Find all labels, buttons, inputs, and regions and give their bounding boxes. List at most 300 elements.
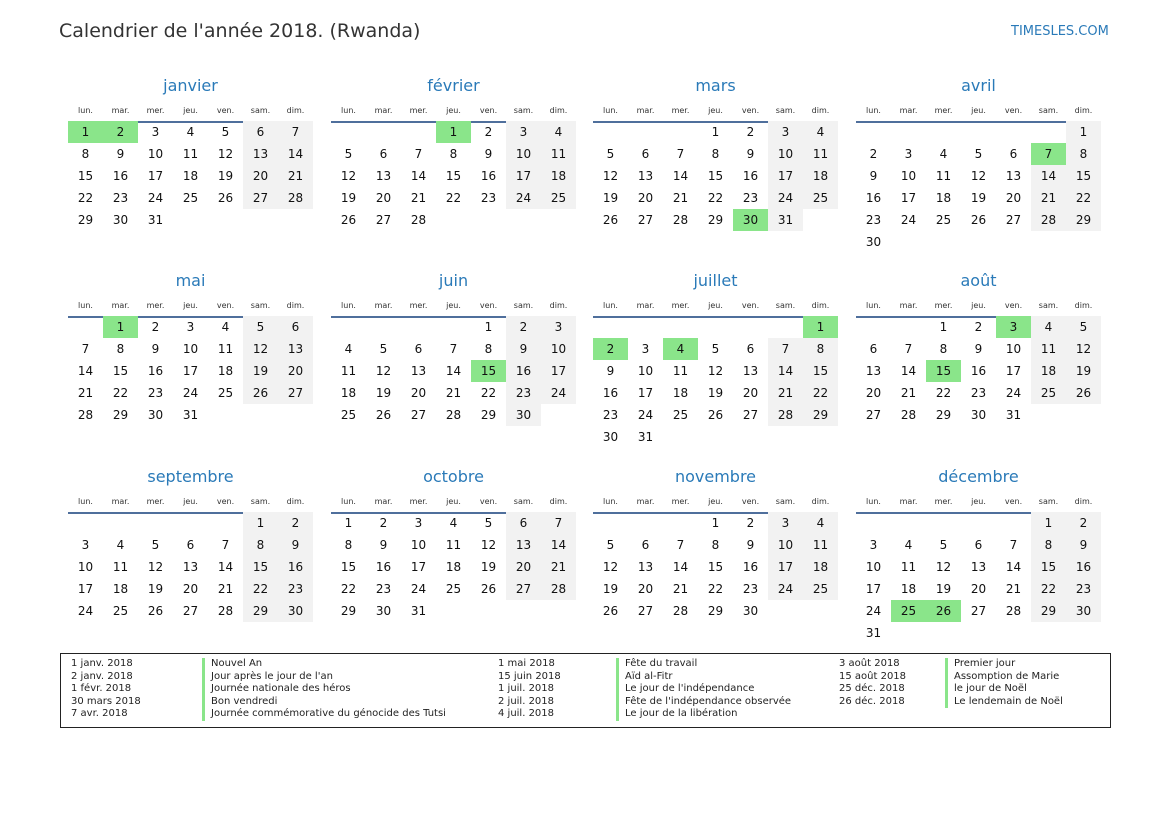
weekday-label: dim. bbox=[811, 106, 830, 115]
month-rule bbox=[593, 316, 838, 318]
weekday-label: sam. bbox=[513, 497, 534, 506]
day-cell: 3 bbox=[506, 121, 541, 143]
day-cell: 16 bbox=[602, 386, 619, 400]
day-cell: 7 bbox=[1009, 538, 1018, 552]
day-cell: 2 bbox=[506, 316, 541, 338]
legend-date: 3 août 2018 bbox=[839, 658, 900, 669]
legend-holiday-name: Premier jour bbox=[945, 658, 1015, 671]
day-cell: 19 bbox=[147, 582, 164, 596]
day-cell: 22 bbox=[803, 382, 838, 404]
weekday-label: mar. bbox=[636, 106, 655, 115]
day-cell: 10 bbox=[768, 534, 803, 556]
day-cell: 11 bbox=[445, 538, 462, 552]
day-cell: 14 bbox=[541, 534, 576, 556]
day-cell: 2 bbox=[278, 512, 313, 534]
day-cell: 3 bbox=[541, 316, 576, 338]
weekday-label: ven. bbox=[479, 106, 498, 115]
day-cell: 5 bbox=[379, 342, 388, 356]
day-cell: 17 bbox=[410, 560, 427, 574]
day-cell: 23 bbox=[1066, 578, 1101, 600]
day-cell: 21 bbox=[672, 191, 689, 205]
day-cell: 9 bbox=[116, 147, 125, 161]
day-cell: 19 bbox=[935, 582, 952, 596]
brand-link[interactable]: TIMESLES.COM bbox=[1011, 24, 1109, 39]
day-cell: 8 bbox=[484, 342, 493, 356]
day-cell: 16 bbox=[742, 169, 759, 183]
day-cell: 3 bbox=[904, 147, 913, 161]
day-cell: 15 bbox=[77, 169, 94, 183]
day-cell: 27 bbox=[506, 578, 541, 600]
day-cell: 6 bbox=[186, 538, 195, 552]
weekday-label: dim. bbox=[811, 301, 830, 310]
legend-date: 1 mai 2018 bbox=[498, 658, 555, 669]
day-cell: 28 bbox=[900, 408, 917, 422]
day-cell: 16 bbox=[1066, 556, 1101, 578]
day-cell: 5 bbox=[221, 125, 230, 139]
holiday-day-cell: 3 bbox=[996, 316, 1031, 338]
day-cell: 21 bbox=[900, 386, 917, 400]
day-cell: 18 bbox=[672, 386, 689, 400]
day-cell: 6 bbox=[278, 316, 313, 338]
day-cell: 4 bbox=[939, 147, 948, 161]
day-cell: 2 bbox=[746, 516, 755, 530]
day-cell: 28 bbox=[217, 604, 234, 618]
day-cell: 25 bbox=[1031, 382, 1066, 404]
day-cell: 11 bbox=[935, 169, 952, 183]
day-cell: 4 bbox=[904, 538, 913, 552]
day-cell: 27 bbox=[865, 408, 882, 422]
day-cell: 15 bbox=[243, 556, 278, 578]
legend-date: 30 mars 2018 bbox=[71, 695, 141, 707]
legend-holiday-name: le jour de Noël bbox=[945, 683, 1027, 696]
day-cell: 3 bbox=[768, 121, 803, 143]
weekday-label: mer. bbox=[671, 497, 690, 506]
day-cell: 14 bbox=[768, 360, 803, 382]
day-cell: 21 bbox=[1005, 582, 1022, 596]
month-name: octobre bbox=[423, 467, 484, 486]
day-cell: 15 bbox=[340, 560, 357, 574]
holiday-day-cell: 1 bbox=[103, 316, 138, 338]
day-cell: 9 bbox=[278, 534, 313, 556]
day-cell: 16 bbox=[970, 364, 987, 378]
day-cell: 29 bbox=[112, 408, 129, 422]
weekday-label: lun. bbox=[603, 497, 618, 506]
day-cell: 1 bbox=[344, 516, 353, 530]
day-cell: 9 bbox=[1066, 534, 1101, 556]
day-cell: 23 bbox=[865, 213, 882, 227]
month-name: novembre bbox=[674, 467, 757, 486]
day-cell: 26 bbox=[970, 213, 987, 227]
weekday-label: sam. bbox=[250, 301, 271, 310]
day-cell: 18 bbox=[935, 191, 952, 205]
day-cell: 5 bbox=[484, 516, 493, 530]
day-cell: 31 bbox=[865, 626, 882, 640]
day-cell: 5 bbox=[711, 342, 720, 356]
day-cell: 11 bbox=[182, 147, 199, 161]
legend-date: 25 déc. 2018 bbox=[839, 683, 905, 694]
day-cell: 19 bbox=[480, 560, 497, 574]
day-cell: 21 bbox=[445, 386, 462, 400]
day-cell: 5 bbox=[151, 538, 160, 552]
day-cell: 17 bbox=[865, 582, 882, 596]
day-cell: 3 bbox=[414, 516, 423, 530]
day-cell: 20 bbox=[410, 386, 427, 400]
day-cell: 24 bbox=[865, 604, 882, 618]
day-cell: 10 bbox=[865, 560, 882, 574]
day-cell: 9 bbox=[746, 538, 755, 552]
day-cell: 9 bbox=[606, 364, 615, 378]
weekday-label: sam. bbox=[775, 301, 796, 310]
day-cell: 4 bbox=[803, 121, 838, 143]
weekday-label: dim. bbox=[549, 106, 568, 115]
day-cell: 19 bbox=[970, 191, 987, 205]
legend-date: 1 juil. 2018 bbox=[498, 683, 555, 694]
day-cell: 1 bbox=[243, 512, 278, 534]
legend-date: 4 juil. 2018 bbox=[498, 708, 555, 719]
weekday-label: dim. bbox=[549, 497, 568, 506]
month-name: juillet bbox=[693, 271, 738, 290]
day-cell: 26 bbox=[602, 213, 619, 227]
weekday-label: ven. bbox=[479, 497, 498, 506]
day-cell: 6 bbox=[641, 538, 650, 552]
day-cell: 5 bbox=[606, 147, 615, 161]
day-cell: 23 bbox=[278, 578, 313, 600]
weekday-label: sam. bbox=[250, 106, 271, 115]
holiday-day-cell: 15 bbox=[471, 360, 506, 382]
legend-holiday-name: Le lendemain de Noël bbox=[945, 696, 1063, 709]
day-cell: 19 bbox=[243, 360, 278, 382]
day-cell: 19 bbox=[217, 169, 234, 183]
day-cell: 13 bbox=[637, 560, 654, 574]
day-cell: 26 bbox=[1066, 382, 1101, 404]
holiday-day-cell: 15 bbox=[926, 360, 961, 382]
month-name: décembre bbox=[938, 467, 1019, 486]
day-cell: 22 bbox=[112, 386, 129, 400]
weekday-label: jeu. bbox=[446, 301, 461, 310]
day-cell: 3 bbox=[151, 125, 160, 139]
day-cell: 30 bbox=[602, 430, 619, 444]
day-cell: 20 bbox=[375, 191, 392, 205]
legend-date: 26 déc. 2018 bbox=[839, 695, 905, 707]
day-cell: 28 bbox=[672, 213, 689, 227]
day-cell: 30 bbox=[970, 408, 987, 422]
month-name: mai bbox=[175, 271, 206, 290]
day-cell: 12 bbox=[707, 364, 724, 378]
weekday-label: sam. bbox=[1038, 301, 1059, 310]
day-cell: 28 bbox=[77, 408, 94, 422]
day-cell: 12 bbox=[340, 169, 357, 183]
day-cell: 27 bbox=[1005, 213, 1022, 227]
day-cell: 6 bbox=[506, 512, 541, 534]
day-cell: 23 bbox=[480, 191, 497, 205]
day-cell: 15 bbox=[803, 360, 838, 382]
day-cell: 7 bbox=[81, 342, 90, 356]
day-cell: 17 bbox=[506, 165, 541, 187]
legend-holiday-name: Le jour de l'indépendance bbox=[616, 683, 754, 696]
day-cell: 29 bbox=[707, 213, 724, 227]
holiday-day-cell: 1 bbox=[68, 121, 103, 143]
day-cell: 24 bbox=[541, 382, 576, 404]
day-cell: 10 bbox=[768, 143, 803, 165]
weekday-label: mer. bbox=[671, 106, 690, 115]
day-cell: 15 bbox=[1031, 556, 1066, 578]
day-cell: 21 bbox=[410, 191, 427, 205]
day-cell: 2 bbox=[746, 125, 755, 139]
day-cell: 9 bbox=[974, 342, 983, 356]
weekday-label: lun. bbox=[78, 106, 93, 115]
holiday-day-cell: 4 bbox=[663, 338, 698, 360]
day-cell: 20 bbox=[278, 360, 313, 382]
weekday-label: mar. bbox=[111, 497, 130, 506]
day-cell: 10 bbox=[541, 338, 576, 360]
legend-holiday-name: Assomption de Marie bbox=[945, 671, 1059, 684]
weekday-label: mar. bbox=[636, 301, 655, 310]
weekday-label: mer. bbox=[671, 301, 690, 310]
day-cell: 28 bbox=[1031, 209, 1066, 231]
day-cell: 11 bbox=[803, 143, 838, 165]
weekday-label: mer. bbox=[409, 301, 428, 310]
weekday-label: lun. bbox=[866, 497, 881, 506]
day-cell: 13 bbox=[410, 364, 427, 378]
day-cell: 18 bbox=[340, 386, 357, 400]
day-cell: 30 bbox=[742, 604, 759, 618]
day-cell: 12 bbox=[602, 560, 619, 574]
day-cell: 21 bbox=[541, 556, 576, 578]
legend-date: 7 avr. 2018 bbox=[71, 708, 128, 719]
day-cell: 23 bbox=[506, 382, 541, 404]
holiday-day-cell: 30 bbox=[733, 209, 768, 231]
day-cell: 20 bbox=[637, 191, 654, 205]
day-cell: 30 bbox=[506, 404, 541, 426]
weekday-label: lun. bbox=[341, 497, 356, 506]
weekday-label: ven. bbox=[216, 301, 235, 310]
day-cell: 25 bbox=[672, 408, 689, 422]
day-cell: 6 bbox=[243, 121, 278, 143]
day-cell: 10 bbox=[1005, 342, 1022, 356]
day-cell: 31 bbox=[182, 408, 199, 422]
day-cell: 29 bbox=[480, 408, 497, 422]
day-cell: 27 bbox=[243, 187, 278, 209]
day-cell: 3 bbox=[641, 342, 650, 356]
weekday-label: sam. bbox=[513, 301, 534, 310]
day-cell: 9 bbox=[506, 338, 541, 360]
day-cell: 26 bbox=[602, 604, 619, 618]
day-cell: 18 bbox=[1031, 360, 1066, 382]
day-cell: 24 bbox=[637, 408, 654, 422]
day-cell: 6 bbox=[641, 147, 650, 161]
day-cell: 10 bbox=[410, 538, 427, 552]
day-cell: 6 bbox=[414, 342, 423, 356]
day-cell: 17 bbox=[1005, 364, 1022, 378]
weekday-label: jeu. bbox=[708, 497, 723, 506]
weekday-label: jeu. bbox=[971, 106, 986, 115]
day-cell: 9 bbox=[151, 342, 160, 356]
day-cell: 14 bbox=[77, 364, 94, 378]
weekday-label: mar. bbox=[899, 301, 918, 310]
day-cell: 27 bbox=[410, 408, 427, 422]
month-name: septembre bbox=[147, 467, 234, 486]
day-cell: 24 bbox=[410, 582, 427, 596]
day-cell: 3 bbox=[869, 538, 878, 552]
day-cell: 14 bbox=[445, 364, 462, 378]
day-cell: 22 bbox=[707, 191, 724, 205]
day-cell: 16 bbox=[865, 191, 882, 205]
weekday-label: dim. bbox=[286, 301, 305, 310]
day-cell: 28 bbox=[768, 404, 803, 426]
weekday-label: mer. bbox=[934, 301, 953, 310]
day-cell: 24 bbox=[147, 191, 164, 205]
day-cell: 10 bbox=[900, 169, 917, 183]
day-cell: 11 bbox=[112, 560, 129, 574]
day-cell: 15 bbox=[707, 560, 724, 574]
day-cell: 22 bbox=[340, 582, 357, 596]
legend-holiday-name: Jour après le jour de l'an bbox=[202, 671, 333, 684]
day-cell: 29 bbox=[340, 604, 357, 618]
holiday-day-cell: 1 bbox=[436, 121, 471, 143]
day-cell: 23 bbox=[970, 386, 987, 400]
day-cell: 16 bbox=[375, 560, 392, 574]
day-cell: 2 bbox=[484, 125, 493, 139]
day-cell: 16 bbox=[112, 169, 129, 183]
day-cell: 25 bbox=[803, 578, 838, 600]
weekday-label: jeu. bbox=[183, 106, 198, 115]
day-cell: 31 bbox=[637, 430, 654, 444]
day-cell: 30 bbox=[147, 408, 164, 422]
day-cell: 26 bbox=[340, 213, 357, 227]
day-cell: 3 bbox=[81, 538, 90, 552]
legend-holiday-name: Aïd al-Fitr bbox=[616, 671, 673, 684]
day-cell: 21 bbox=[77, 386, 94, 400]
day-cell: 25 bbox=[340, 408, 357, 422]
day-cell: 17 bbox=[637, 386, 654, 400]
day-cell: 1 bbox=[711, 125, 720, 139]
day-cell: 18 bbox=[900, 582, 917, 596]
day-cell: 8 bbox=[344, 538, 353, 552]
legend-holiday-name: Journée commémorative du génocide des Tutsi bbox=[202, 708, 446, 721]
day-cell: 27 bbox=[375, 213, 392, 227]
day-cell: 4 bbox=[541, 121, 576, 143]
day-cell: 20 bbox=[1005, 191, 1022, 205]
day-cell: 13 bbox=[970, 560, 987, 574]
weekday-label: ven. bbox=[1004, 497, 1023, 506]
weekday-label: lun. bbox=[866, 106, 881, 115]
day-cell: 31 bbox=[147, 213, 164, 227]
day-cell: 22 bbox=[1066, 187, 1101, 209]
day-cell: 14 bbox=[672, 169, 689, 183]
weekday-label: lun. bbox=[341, 106, 356, 115]
day-cell: 8 bbox=[711, 147, 720, 161]
day-cell: 19 bbox=[602, 582, 619, 596]
day-cell: 1 bbox=[711, 516, 720, 530]
day-cell: 7 bbox=[414, 147, 423, 161]
day-cell: 13 bbox=[182, 560, 199, 574]
weekday-label: ven. bbox=[216, 497, 235, 506]
day-cell: 11 bbox=[672, 364, 689, 378]
day-cell: 30 bbox=[1066, 600, 1101, 622]
weekday-label: sam. bbox=[1038, 497, 1059, 506]
day-cell: 27 bbox=[970, 604, 987, 618]
day-cell: 11 bbox=[900, 560, 917, 574]
day-cell: 17 bbox=[147, 169, 164, 183]
day-cell: 22 bbox=[935, 386, 952, 400]
day-cell: 2 bbox=[869, 147, 878, 161]
weekday-label: jeu. bbox=[446, 497, 461, 506]
day-cell: 27 bbox=[637, 213, 654, 227]
weekday-label: ven. bbox=[1004, 106, 1023, 115]
day-cell: 8 bbox=[116, 342, 125, 356]
day-cell: 9 bbox=[379, 538, 388, 552]
day-cell: 12 bbox=[935, 560, 952, 574]
month-name: août bbox=[960, 271, 997, 290]
weekday-label: mer. bbox=[409, 106, 428, 115]
day-cell: 25 bbox=[803, 187, 838, 209]
day-cell: 18 bbox=[541, 165, 576, 187]
day-cell: 8 bbox=[81, 147, 90, 161]
day-cell: 13 bbox=[742, 364, 759, 378]
day-cell: 21 bbox=[217, 582, 234, 596]
day-cell: 24 bbox=[77, 604, 94, 618]
day-cell: 17 bbox=[182, 364, 199, 378]
weekday-label: mer. bbox=[146, 497, 165, 506]
weekday-label: sam. bbox=[250, 497, 271, 506]
day-cell: 28 bbox=[410, 213, 427, 227]
weekday-label: dim. bbox=[1074, 106, 1093, 115]
day-cell: 23 bbox=[742, 582, 759, 596]
day-cell: 5 bbox=[344, 147, 353, 161]
day-cell: 6 bbox=[746, 342, 755, 356]
day-cell: 25 bbox=[112, 604, 129, 618]
day-cell: 15 bbox=[445, 169, 462, 183]
weekday-label: lun. bbox=[603, 106, 618, 115]
day-cell: 13 bbox=[506, 534, 541, 556]
day-cell: 21 bbox=[672, 582, 689, 596]
day-cell: 13 bbox=[243, 143, 278, 165]
weekday-label: mar. bbox=[636, 497, 655, 506]
day-cell: 18 bbox=[182, 169, 199, 183]
day-cell: 12 bbox=[217, 147, 234, 161]
day-cell: 8 bbox=[1066, 143, 1101, 165]
day-cell: 12 bbox=[970, 169, 987, 183]
legend-date: 2 juil. 2018 bbox=[498, 695, 555, 707]
day-cell: 14 bbox=[1031, 165, 1066, 187]
weekday-label: jeu. bbox=[708, 301, 723, 310]
day-cell: 25 bbox=[445, 582, 462, 596]
day-cell: 18 bbox=[803, 165, 838, 187]
day-cell: 24 bbox=[768, 187, 803, 209]
weekday-label: sam. bbox=[775, 106, 796, 115]
day-cell: 4 bbox=[116, 538, 125, 552]
day-cell: 17 bbox=[77, 582, 94, 596]
day-cell: 20 bbox=[506, 556, 541, 578]
day-cell: 1 bbox=[939, 320, 948, 334]
day-cell: 7 bbox=[768, 338, 803, 360]
legend-date: 15 août 2018 bbox=[839, 670, 907, 682]
day-cell: 21 bbox=[278, 165, 313, 187]
day-cell: 4 bbox=[1031, 316, 1066, 338]
day-cell: 5 bbox=[1066, 316, 1101, 338]
day-cell: 8 bbox=[1031, 534, 1066, 556]
weekday-label: dim. bbox=[286, 106, 305, 115]
day-cell: 29 bbox=[1066, 209, 1101, 231]
day-cell: 20 bbox=[182, 582, 199, 596]
weekday-label: sam. bbox=[513, 106, 534, 115]
day-cell: 4 bbox=[344, 342, 353, 356]
day-cell: 24 bbox=[900, 213, 917, 227]
legend-holiday-name: Fête de l'indépendance observée bbox=[616, 696, 791, 709]
day-cell: 8 bbox=[449, 147, 458, 161]
day-cell: 22 bbox=[77, 191, 94, 205]
weekday-label: mar. bbox=[374, 497, 393, 506]
